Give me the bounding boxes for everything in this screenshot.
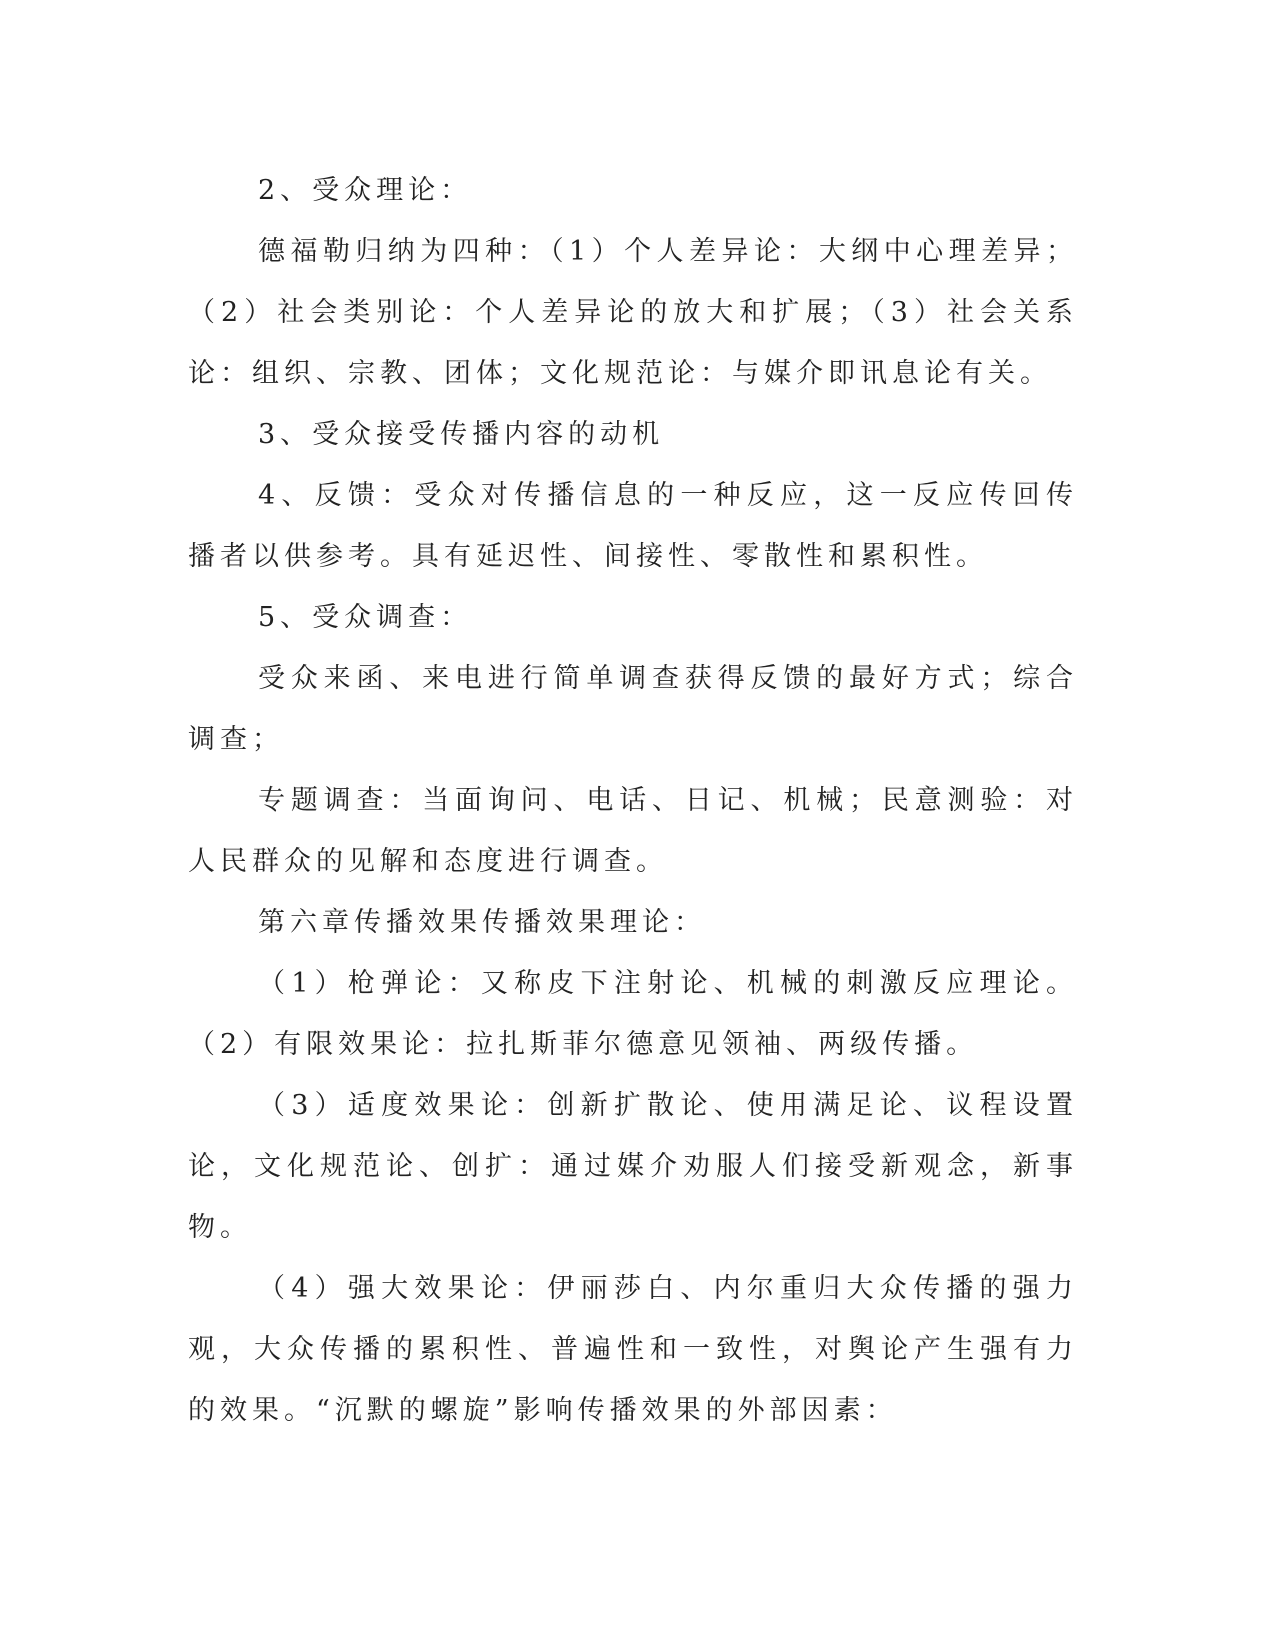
paragraph-special-survey: 专题调查：当面询问、电话、日记、机械；民意测验：对人民群众的见解和态度进行调查。 — [188, 785, 1078, 877]
paragraph-audience-theory-heading: 2、受众理论： — [258, 175, 473, 206]
paragraph-chapter-six-heading: 第六章传播效果传播效果理论： — [258, 907, 706, 938]
paragraph-defleur-theories: 德福勒归纳为四种：（1）个人差异论：大纲中心理差异；（2）社会类别论：个人差异论的放大和扩展；（3）社会关系论：组织、宗教、团体；文化规范论：与媒介即讯息论有关。 — [188, 236, 1078, 389]
paragraph-powerful-effects: （4）强大效果论：伊丽莎白、内尔重归大众传播的强力观，大众传播的累积性、普遍性和一致性，对舆论产生强有力的效果。“沉默的螺旋”影响传播效果的外部因素： — [188, 1273, 1078, 1426]
paragraph-bullet-theory: （1）枪弹论：又称皮下注射论、机械的刺激反应理论。（2）有限效果论：拉扎斯菲尔德意见领袖、两级传播。 — [188, 968, 1078, 1060]
paragraph-audience-motivation: 3、受众接受传播内容的动机 — [258, 419, 665, 450]
paragraph-moderate-effects: （3）适度效果论：创新扩散论、使用满足论、议程设置论，文化规范论、创扩：通过媒介劝服人们接受新观念，新事物。 — [188, 1090, 1078, 1243]
document-body — [188, 160, 1078, 1441]
paragraph-audience-survey-heading: 5、受众调查： — [258, 602, 473, 633]
paragraph-feedback: 4、反馈：受众对传播信息的一种反应，这一反应传回传播者以供参考。具有延迟性、间接性、零散性和累积性。 — [188, 480, 1078, 572]
paragraph-survey-methods: 受众来函、来电进行简单调查获得反馈的最好方式；综合调查； — [188, 663, 1078, 755]
